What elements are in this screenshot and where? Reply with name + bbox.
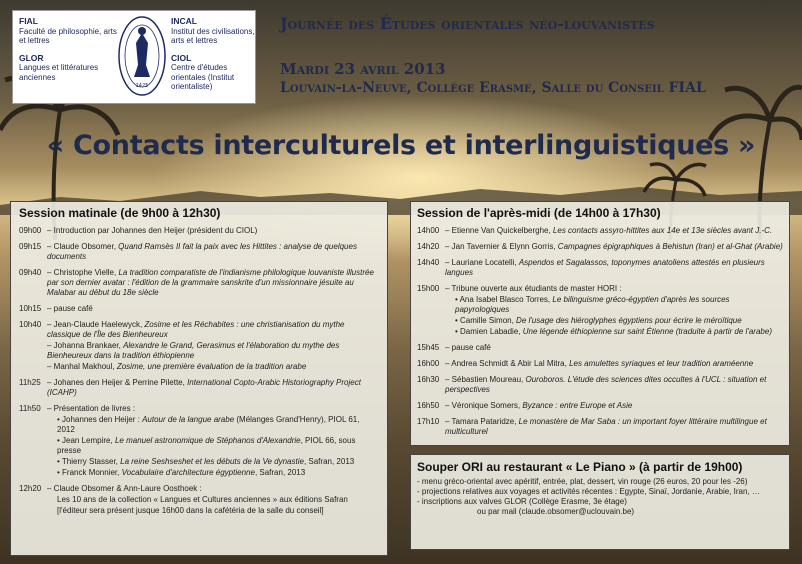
schedule-title: La tradition comparatiste de l'indianisme philologique louvaniste illustrée par son dernier avatar : l'édition de la grammaire sanskrite d'un missionnaire jésuite au Malabar au début du 18e siècle (47, 268, 374, 297)
schedule-title: Zosime, une première évaluation de la tradition arabe (116, 362, 307, 371)
schedule-time: 16h30 (417, 375, 440, 384)
schedule-title: De l'usage des hiéroglyphes égyptiens pour écrire le méroïtique (516, 316, 742, 325)
schedule-text (47, 415, 379, 435)
schedule-time: 14h20 (417, 242, 440, 251)
schedule-text (47, 304, 379, 314)
schedule-title: Quand Ramsès II fait la paix avec les Hittites : analyse de quelques documents (47, 242, 357, 261)
schedule-item (19, 320, 379, 340)
schedule-text (445, 375, 783, 395)
schedule-text (445, 242, 783, 252)
morning-session-list (19, 226, 379, 516)
schedule-speaker: Les 10 ans de la collection « Langues et Cultures anciennes » aux éditions Safran (57, 495, 348, 504)
logo-right-column (171, 17, 255, 92)
schedule-title: International Copto-Arabic Historiography Project (ICAHP) (47, 378, 361, 397)
schedule-speaker: – Claude Obsomer & Ann-Laure Oosthoek : (47, 484, 202, 493)
dinner-panel (410, 454, 790, 550)
schedule-text (47, 457, 379, 467)
schedule-time (19, 415, 47, 435)
schedule-item (19, 304, 379, 314)
schedule-time: 14h00 (417, 226, 440, 235)
dinner-line: - menu gréco-oriental avec apéritif, entrée, plat, dessert, vin rouge (26 euros, 20 pour les -26) (417, 477, 748, 486)
schedule-text (445, 401, 783, 411)
schedule-speaker: – Lauriane Locatelli, (445, 258, 519, 267)
schedule-speaker: – Christophe Vielle, (47, 268, 119, 277)
schedule-title: Autour de la langue arabe (142, 415, 235, 424)
schedule-title: Zosime et les Réchabites : une christianisation du mythe classique de l'Île des Bienheureux (47, 320, 345, 339)
schedule-item (19, 484, 379, 494)
schedule-item (19, 495, 379, 505)
schedule-item (19, 404, 379, 414)
schedule-speaker: – Etienne Van Quickelberghe, (445, 226, 553, 235)
schedule-speaker: – Claude Obsomer, (47, 242, 119, 251)
main-title: « Contacts interculturels et interlinguistiques » (46, 130, 756, 161)
schedule-text (445, 417, 783, 437)
schedule-text (445, 258, 783, 278)
schedule-speaker: [l'éditeur sera présent jusque 16h00 dans la cafétéria de la salle du conseil] (57, 506, 324, 515)
schedule-item (19, 242, 379, 262)
schedule-speaker: – pause café (47, 304, 93, 313)
schedule-speaker: – Présentation de livres : (47, 404, 136, 413)
schedule-text (47, 404, 379, 414)
glor-code: GLOR (19, 52, 44, 63)
glor-name: Langues et littératures anciennes (19, 63, 99, 82)
schedule-item (417, 258, 783, 278)
dinner-line: - inscriptions aux valves GLOR (Collège Erasme, 3e étage) (417, 497, 627, 506)
schedule-details: , Safran, 2013 (254, 468, 306, 477)
schedule-title: Vocabulaire d'architecture égyptienne (121, 468, 255, 477)
schedule-time: 09h40 (19, 268, 42, 277)
schedule-text (445, 343, 783, 353)
schedule-item (417, 417, 783, 437)
schedule-speaker: • Johannes den Heijer : (57, 415, 143, 424)
schedule-item (417, 343, 783, 353)
schedule-time: 11h50 (19, 404, 41, 413)
event-location: Louvain-la-Neuve, Collège Erasme, Salle du Conseil FIAL (280, 80, 706, 96)
schedule-time: 16h00 (417, 359, 440, 368)
schedule-speaker: • Ana Isabel Blasco Torres, (455, 295, 553, 304)
schedule-speaker: – Tamara Pataridze, (445, 417, 519, 426)
schedule-speaker: • Thierry Stasser, (57, 457, 121, 466)
schedule-speaker: – Jan Tavernier & Elynn Gorris, (445, 242, 558, 251)
schedule-time: 10h15 (19, 304, 42, 313)
schedule-item (417, 226, 783, 236)
schedule-speaker: – Introduction par Johannes den Heijer (président du CIOL) (47, 226, 258, 235)
schedule-item (417, 284, 783, 294)
schedule-title: Ouroboros. L'étude des sciences dites occultes à l'UCL : situation et perspectives (445, 375, 767, 394)
schedule-speaker: • Damien Labadie, (455, 327, 523, 336)
schedule-time: 16h50 (417, 401, 440, 410)
ciol-code: CIOL (171, 52, 192, 63)
schedule-time: 17h10 (417, 417, 440, 426)
incal-name: Institut des civilisations, arts et lettres (171, 26, 255, 45)
schedule-item (417, 401, 783, 411)
fial-name: Faculté de philosophie, arts et lettres (19, 26, 117, 45)
schedule-details: (Mélanges Grand'Henry), PIOL 61, 2012 (57, 415, 360, 434)
schedule-time: 09h00 (19, 226, 42, 235)
schedule-text (47, 341, 379, 361)
schedule-item (417, 359, 783, 369)
dinner-line: ou par mail (claude.obsomer@uclouvain.be) (477, 507, 635, 516)
schedule-text (445, 295, 783, 315)
schedule-speaker: – Andrea Schmidt & Abir Lal Mitra, (445, 359, 570, 368)
schedule-time (417, 316, 445, 326)
schedule-text (445, 316, 783, 326)
schedule-time (19, 362, 47, 372)
schedule-item (19, 226, 379, 236)
schedule-time (19, 506, 47, 516)
schedule-time (19, 495, 47, 505)
schedule-speaker: – Johanes den Heijer & Perrine Pilette, (47, 378, 188, 387)
schedule-text (47, 506, 379, 516)
schedule-details: , Safran, 2013 (303, 457, 355, 466)
schedule-item (417, 295, 783, 315)
schedule-text (47, 468, 379, 478)
schedule-text (47, 378, 379, 398)
schedule-speaker: – Sébastien Moureau, (445, 375, 526, 384)
seal-year: 1425 (135, 83, 149, 89)
university-seal-icon (117, 15, 167, 97)
schedule-details: , PIOL 66, sous presse (57, 436, 356, 455)
schedule-item (19, 362, 379, 372)
dinner-line: - projections relatives aux voyages et activités récentes : Egypte, Sinaï, Jordanie, Arabie, Iran, … (417, 487, 760, 496)
schedule-time: 12h20 (19, 484, 42, 493)
schedule-text (47, 226, 379, 236)
schedule-speaker: – Jean-Claude Haelewyck, (47, 320, 145, 329)
schedule-time (417, 327, 445, 337)
schedule-item (417, 327, 783, 337)
schedule-title: Le bilinguisme gréco-égyptien d'après les sources papyrologiques (455, 295, 730, 314)
schedule-time (417, 295, 445, 315)
schedule-speaker: – Véronique Somers, (445, 401, 523, 410)
schedule-text (47, 242, 379, 262)
institution-logos (12, 10, 256, 104)
ciol-name: Centre d'études orientales (Institut orientaliste) (171, 63, 235, 91)
schedule-time: 15h00 (417, 284, 440, 293)
schedule-item (19, 468, 379, 478)
schedule-title: Aspendos et Sagalassos, toponymes anatoliens attestés en plusieurs langues (445, 258, 765, 277)
schedule-time: 09h15 (19, 242, 42, 251)
schedule-item (19, 457, 379, 467)
schedule-item (19, 268, 379, 298)
schedule-text (47, 268, 379, 298)
schedule-title: Les contacts assyro-hittites aux 14e et 13e siècles avant J.-C. (552, 226, 773, 235)
schedule-item (19, 341, 379, 361)
schedule-speaker: – Manhal Makhoul, (47, 362, 117, 371)
schedule-text (47, 436, 379, 456)
schedule-title: La reine Seshseshet et les débuts de la Ve dynastie (120, 457, 304, 466)
afternoon-session-panel (410, 201, 790, 446)
schedule-title: Une légende éthiopienne sur saint Étienne (traduite à partir de l'arabe) (522, 327, 772, 336)
schedule-speaker: – Tribune ouverte aux étudiants de master HORI : (445, 284, 622, 293)
schedule-text (47, 362, 379, 372)
morning-session-heading: Session matinale (de 9h00 à 12h30) (19, 206, 221, 220)
schedule-title: Byzance : entre Europe et Asie (522, 401, 633, 410)
dinner-heading: Souper ORI au restaurant « Le Piano » (à partir de 19h00) (417, 460, 743, 474)
schedule-speaker: – pause café (445, 343, 491, 352)
schedule-title: Alexandre le Grand, Gerasimus et l'élaboration du mythe des Bienheureux dans la tradition éthiopienne (47, 341, 340, 360)
schedule-speaker: • Franck Monnier, (57, 468, 122, 477)
schedule-item (417, 242, 783, 252)
fial-code: FIAL (19, 16, 38, 26)
schedule-item (19, 378, 379, 398)
incal-code: INCAL (171, 16, 197, 26)
schedule-time (19, 468, 47, 478)
schedule-title: Le monastère de Mar Saba : un important foyer littéraire multilingue et multiculturel (445, 417, 767, 436)
event-date: Mardi 23 avril 2013 (280, 60, 446, 78)
schedule-time (19, 457, 47, 467)
schedule-text (445, 226, 783, 236)
schedule-text (445, 284, 783, 294)
schedule-time: 15h45 (417, 343, 440, 352)
schedule-title: Le manuel astronomique de Stéphanos d'Alexandrie (114, 436, 301, 445)
schedule-text (47, 320, 379, 340)
schedule-time: 14h40 (417, 258, 440, 267)
schedule-time (19, 436, 47, 456)
schedule-speaker: • Jean Lempire, (57, 436, 115, 445)
logo-left-column (19, 17, 117, 82)
schedule-text (445, 359, 783, 369)
schedule-speaker: • Camille Simon, (455, 316, 517, 325)
schedule-title: Campagnes épigraphiques à Behistun (Iran) et al-Ghat (Arabie) (557, 242, 783, 251)
afternoon-session-list (417, 226, 783, 437)
schedule-speaker: – Johanna Brankaer, (47, 341, 124, 350)
schedule-item (19, 415, 379, 435)
schedule-item (417, 375, 783, 395)
schedule-item (19, 506, 379, 516)
schedule-text (47, 484, 379, 494)
schedule-item (19, 436, 379, 456)
schedule-time (19, 341, 47, 361)
schedule-time: 11h25 (19, 378, 41, 387)
afternoon-session-heading: Session de l'après-midi (de 14h00 à 17h30) (417, 206, 661, 220)
schedule-text (445, 327, 783, 337)
schedule-time: 10h40 (19, 320, 42, 329)
schedule-text (47, 495, 379, 505)
event-title: Journée des Études orientales néo-louvanistes (280, 14, 655, 33)
morning-session-panel (10, 201, 388, 556)
schedule-item (417, 316, 783, 326)
schedule-title: Les amulettes syriaques et leur tradition araméenne (569, 359, 754, 368)
